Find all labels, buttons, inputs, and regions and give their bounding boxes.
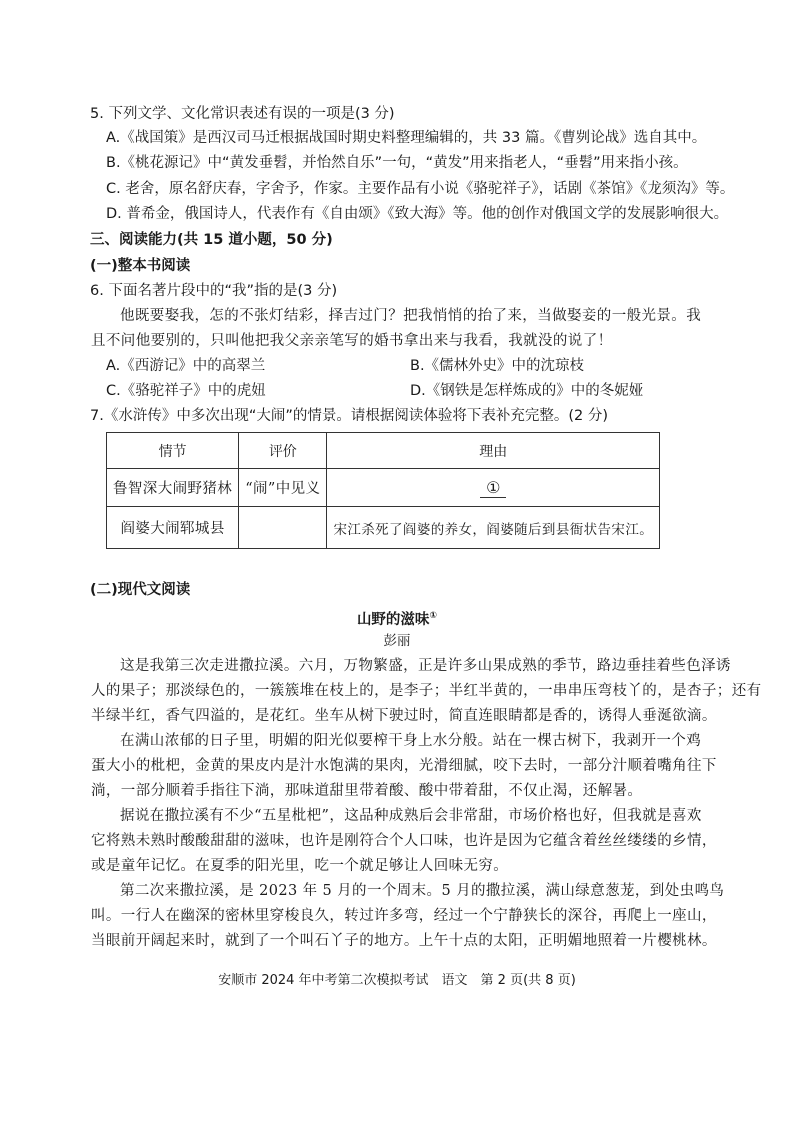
- cell-evaluation-empty: [239, 507, 327, 549]
- q6-option-a: A.《西游记》中的高翠兰: [106, 358, 266, 374]
- paragraph-3-line-1: 据说在撒拉溪有不少“五星枇杷”，这品种成熟后会非常甜，市场价格也好，但我就是喜欢: [120, 808, 702, 824]
- cell-reason-blank: [327, 469, 660, 507]
- paragraph-2-line-1: 在满山浓郁的日子里，明媚的阳光似要榨干身上水分般。站在一棵古树下，我剥开一个鸡: [120, 733, 702, 749]
- q5-option-d: D. 普希金，俄国诗人，代表作有《自由颂》《致大海》等。他的创作对俄国文学的发展影响很大。: [106, 206, 729, 222]
- section3-title: 三、阅读能力(共 15 道小题，50 分): [90, 232, 333, 248]
- paragraph-1-line-2: 人的果子；那淡绿色的，一簇簇堆在枝上的，是李子；半红半黄的，一串串压弯枝丫的，是杏子；还有: [91, 683, 762, 699]
- cell-plot: 阎婆大闹郓城县: [107, 507, 239, 549]
- q6-excerpt-line-2: 且不问他要别的，只叫他把我父亲亲笔写的婚书拿出来与我看，我就没的说了！: [91, 333, 613, 349]
- cell-plot: 鲁智深大闹野猪林: [107, 469, 239, 507]
- page-footer: 安顺市 2024 年中考第二次模拟考试 语文 第 2 页(共 8 页): [218, 973, 576, 988]
- q7-table: [106, 432, 660, 549]
- paragraph-4-line-1: 第二次来撒拉溪，是 2023 年 5 月的一个周末。5 月的撒拉溪，满山绿意葱茏，到处虫鸣鸟: [120, 883, 725, 899]
- paragraph-3-line-2: 它将熟未熟时酸酸甜甜的滋味，也许是刚符合个人口味，也许是因为它蕴含着丝丝缕缕的乡情，: [91, 833, 717, 849]
- paragraph-2-line-3: 淌，一部分顺着手指往下淌，那味道甜里带着酸、酸中带着甜，不仅止渴，还解暑。: [91, 783, 643, 799]
- q5-option-c: C. 老舍，原名舒庆春，字舍予，作家。主要作品有小说《骆驼祥子》，话剧《茶馆》《龙须沟》等。: [106, 181, 735, 197]
- q7-stem: 7.《水浒传》中多次出现“大闹”的情景。请根据阅读体验将下表补充完整。(2 分): [90, 408, 609, 424]
- paragraph-1-line-3: 半绿半红，香气四溢的，是花红。坐车从树下驶过时，简直连眼睛都是香的，诱得人垂涎欲滴。: [91, 708, 717, 724]
- cell-evaluation: “闹”中见义: [239, 469, 327, 507]
- cell-reason: 宋江杀死了阎婆的养女，阎婆随后到县衙状告宋江。: [327, 507, 660, 549]
- q6-option-b: B.《儒林外史》中的沈琼枝: [410, 358, 585, 374]
- header-plot: 情节: [107, 433, 239, 469]
- part1-title: (一)整本书阅读: [90, 258, 191, 274]
- header-reason: 理由: [327, 433, 660, 469]
- paragraph-1-line-1: 这是我第三次走进撒拉溪。六月，万物繁盛，正是许多山果成熟的季节，路边垂挂着些色泽诱: [120, 658, 731, 674]
- header-evaluation: 评价: [239, 433, 327, 469]
- article-title: 山野的滋味: [356, 611, 430, 628]
- q6-option-d: D.《钢铁是怎样炼成的》中的冬妮娅: [410, 383, 644, 399]
- q6-stem: 6. 下面名著片段中的“我”指的是(3 分): [90, 283, 338, 299]
- q5-option-a: A.《战国策》是西汉司马迁根据战国时期史料整理编辑的，共 33 篇。《曹刿论战》选自其中。: [106, 130, 707, 146]
- paragraph-3-line-3: 或是童年记忆。在夏季的阳光里，吃一个就足够让人回味无穷。: [91, 858, 509, 874]
- paragraph-4-line-3: 当眼前开阔起来时，就到了一个叫石丫子的地方。上午十点的太阳，正明媚地照着一片樱桃林。: [91, 933, 717, 949]
- paragraph-4-line-2: 叫。一行人在幽深的密林里穿梭良久，转过许多弯，经过一个宁静狭长的深谷，再爬上一座山，: [91, 908, 717, 924]
- q6-option-c: C.《骆驼祥子》中的虎妞: [106, 383, 266, 399]
- table-row: [107, 507, 660, 549]
- q5-stem: 5. 下列文学、文化常识表述有误的一项是(3 分): [90, 106, 395, 122]
- answer-blank-marker: ①: [480, 478, 506, 498]
- article-title-wrap: [0, 606, 794, 630]
- q6-excerpt-line-1: 他既要娶我，怎的不张灯结彩，择吉过门？把我悄悄的抬了来，当做娶妾的一般光景。我: [120, 308, 702, 324]
- article-author: 彭丽: [383, 633, 411, 649]
- table-row: [107, 469, 660, 507]
- table-header-row: [107, 433, 660, 469]
- paragraph-2-line-2: 蛋大小的枇杷，金黄的果皮内是汁水饱满的果肉，光滑细腻，咬下去时，一部分汁顺着嘴角往下: [91, 758, 717, 774]
- part2-title: (二)现代文阅读: [90, 582, 191, 598]
- article-footnote-marker: ①: [429, 611, 438, 621]
- q5-option-b: B.《桃花源记》中“黄发垂髫，并怡然自乐”一句，“黄发”用来指老人，“垂髫”用来指小孩。: [106, 155, 688, 171]
